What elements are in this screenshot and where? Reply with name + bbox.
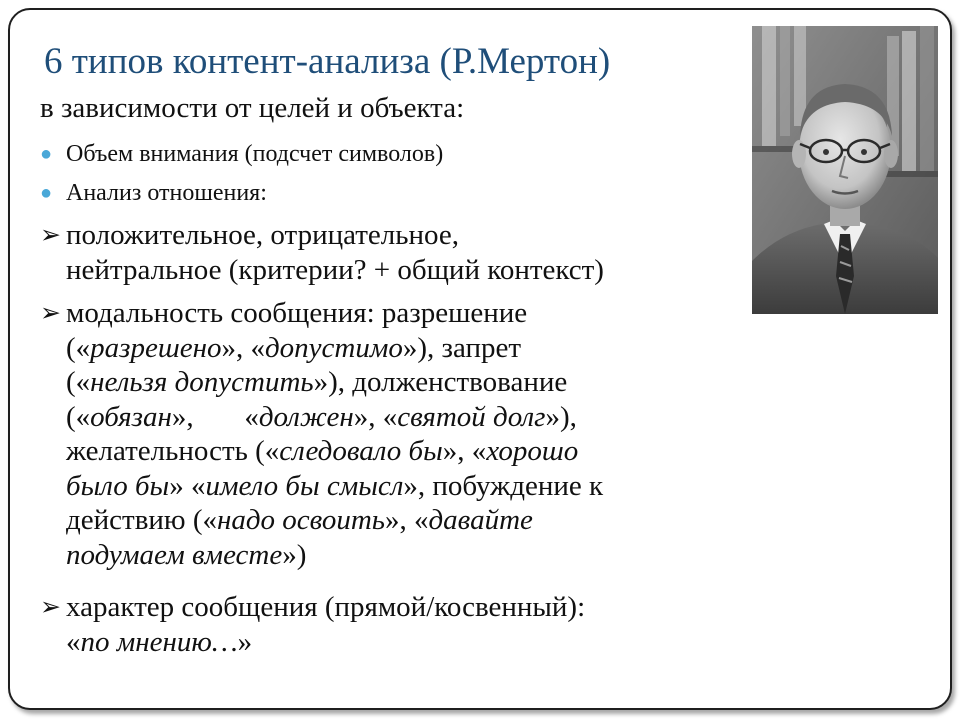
item-line: «по мнению…»	[66, 625, 253, 658]
checkmark-arrow-icon: ➢	[40, 220, 61, 249]
item-line: модальность сообщения: разрешение	[66, 297, 528, 329]
item-line: («обязан», «должен», «святой долг»),	[66, 400, 577, 433]
round-bullet-icon: ●	[40, 182, 53, 204]
portrait-image	[752, 26, 938, 314]
item-line: («разрешено», «допустимо»), запрет	[66, 331, 522, 364]
item-line: положительное, отрицательное,	[66, 219, 459, 251]
item-line: («нельзя допустить»), долженствование	[66, 366, 568, 398]
item-line: желательность («следовало бы», «хорошо	[66, 435, 579, 467]
bullet-text: Анализ отношения:	[66, 180, 267, 206]
slide-title: 6 типов контент-анализа (Р.Мертон)	[44, 41, 611, 82]
slide-subtitle: в зависимости от целей и объекта:	[40, 92, 465, 124]
item-line: действию («надо освоить», «давайте	[66, 504, 533, 536]
checkmark-arrow-icon: ➢	[40, 298, 61, 327]
item-line: было бы» «имело бы смысл», побуждение к	[66, 469, 604, 502]
item-line: нейтральное (критерии? + общий контекст)	[66, 253, 604, 286]
portrait-photo	[752, 26, 938, 314]
round-bullet-icon: ●	[40, 143, 53, 165]
bullet-text: Объем внимания (подсчет символов)	[66, 141, 444, 167]
item-line: характер сообщения (прямой/косвенный):	[66, 591, 586, 623]
checkmark-arrow-icon: ➢	[40, 592, 61, 621]
item-line: подумаем вместе»)	[66, 538, 307, 571]
